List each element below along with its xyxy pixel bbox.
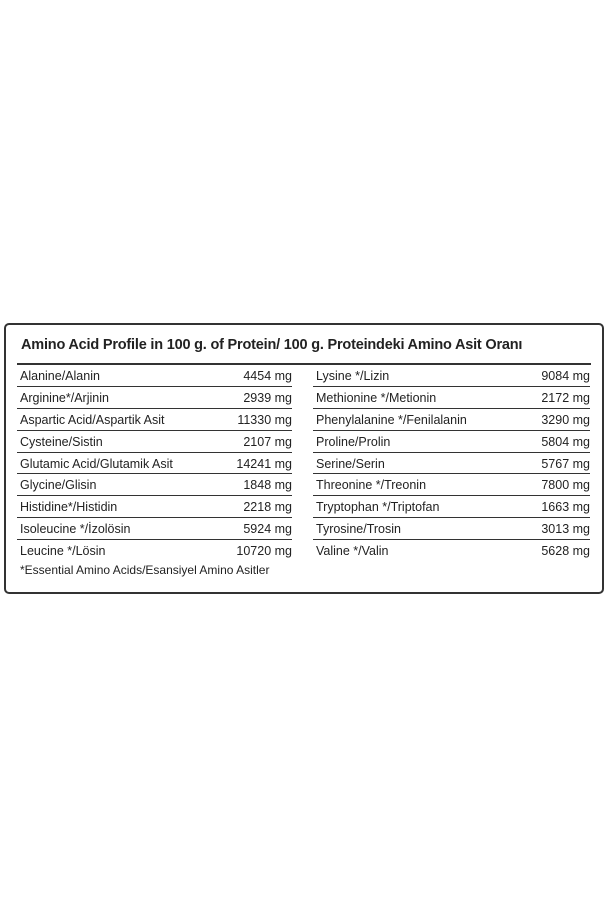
table-row [313, 365, 590, 387]
table-row [17, 365, 292, 387]
amino-acid-name: Threonine */Treonin [316, 478, 427, 493]
amino-acid-amount: 5924 mg [243, 522, 292, 537]
amino-acid-name: Glutamic Acid/Glutamik Asit [20, 456, 173, 471]
amino-acid-name: Isoleucine */İzolösin [20, 522, 131, 537]
amino-acid-table [4, 323, 604, 594]
table-row [17, 474, 292, 496]
amino-acid-amount: 7800 mg [541, 478, 590, 493]
amino-acid-amount: 10720 mg [236, 544, 292, 559]
table-row [17, 496, 292, 518]
amino-acid-name: Arginine*/Arjinin [20, 390, 109, 405]
table-row [313, 409, 590, 431]
table-row [313, 453, 590, 475]
amino-acid-name: Proline/Prolin [316, 434, 391, 449]
table-row [313, 540, 590, 562]
amino-acid-name: Phenylalanine */Fenilalanin [316, 412, 467, 427]
amino-acid-amount: 1848 mg [243, 478, 292, 493]
amino-acid-amount: 3290 mg [541, 412, 590, 427]
amino-acid-name: Tryptophan */Triptofan [316, 500, 440, 515]
amino-acid-amount: 5804 mg [541, 434, 590, 449]
amino-acid-name: Cysteine/Sistin [20, 434, 103, 449]
table-row [17, 387, 292, 409]
table-row [17, 518, 292, 540]
table-row [17, 431, 292, 453]
table-title: Amino Acid Profile in 100 g. of Protein/ 100 g. Proteindeki Amino Asit Oranı [21, 337, 523, 353]
amino-acid-name: Serine/Serin [316, 456, 385, 471]
amino-acid-amount: 1663 mg [541, 500, 590, 515]
right-column [313, 365, 590, 562]
table-row [313, 387, 590, 409]
amino-acid-name: Lysine */Lizin [316, 369, 390, 383]
amino-acid-amount: 11330 mg [237, 412, 292, 427]
amino-acid-amount: 5628 mg [541, 544, 590, 559]
amino-acid-amount: 2218 mg [243, 500, 292, 515]
table-row [313, 518, 590, 540]
amino-acid-amount: 3013 mg [541, 522, 590, 537]
amino-acid-amount: 14241 mg [236, 456, 292, 471]
amino-acid-name: Methionine */Metionin [316, 390, 437, 405]
table-row [313, 474, 590, 496]
table-row [313, 496, 590, 518]
amino-acid-amount: 4454 mg [243, 369, 292, 383]
amino-acid-name: Leucine */Lösin [20, 544, 106, 559]
amino-acid-name: Alanine/Alanin [20, 369, 100, 383]
table-row [17, 540, 292, 562]
amino-acid-amount: 9084 mg [541, 369, 590, 383]
amino-acid-amount: 2107 mg [243, 434, 292, 449]
amino-acid-amount: 2172 mg [541, 390, 590, 405]
table-row [17, 409, 292, 431]
table-row [17, 453, 292, 475]
amino-acid-name: Tyrosine/Trosin [316, 522, 401, 537]
amino-acid-name: Aspartic Acid/Aspartik Asit [20, 412, 165, 427]
amino-acid-amount: 5767 mg [541, 456, 590, 471]
table-row [313, 431, 590, 453]
footnote: *Essential Amino Acids/Esansiyel Amino Asitler [20, 563, 270, 577]
left-column [17, 365, 292, 562]
amino-acid-name: Glycine/Glisin [20, 478, 97, 493]
amino-acid-name: Histidine*/Histidin [20, 500, 118, 515]
amino-acid-name: Valine */Valin [316, 544, 389, 559]
amino-acid-amount: 2939 mg [243, 390, 292, 405]
